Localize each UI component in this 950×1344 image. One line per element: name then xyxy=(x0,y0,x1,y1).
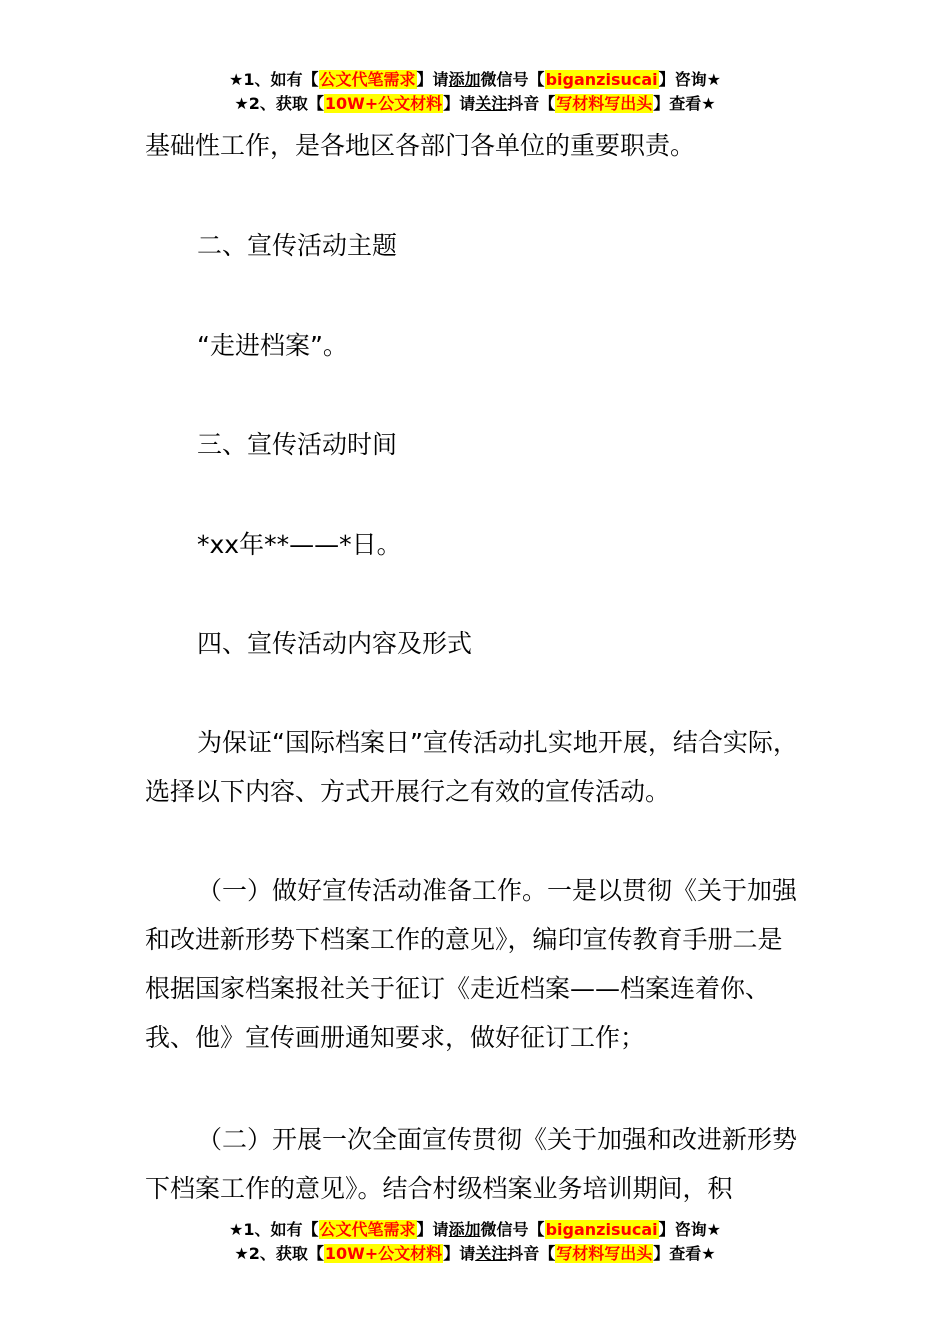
banner-text: ★2、获取【 xyxy=(234,1244,324,1263)
banner-highlight: 写材料写出头 xyxy=(556,1244,653,1263)
banner-underlined-text: 关注 xyxy=(475,94,508,113)
banner-text: 抖音【 xyxy=(507,1244,556,1263)
banner-highlight: 公文代笔需求 xyxy=(319,70,416,89)
banner-line-1 xyxy=(0,1218,950,1242)
banner-underlined-text: 添加 xyxy=(448,70,481,89)
banner-text: 】请 xyxy=(416,70,449,89)
banner-text: 】咨询★ xyxy=(658,1220,721,1239)
banner-highlight: 10W+公文材料 xyxy=(324,94,443,113)
section-heading: 三、宣传活动时间 xyxy=(197,430,398,459)
banner-line-2 xyxy=(0,1242,950,1266)
body-paragraph: 基础性工作，是各地区各部门各单位的重要职责。 xyxy=(145,131,696,160)
banner-highlight: biganzisucai xyxy=(545,70,658,89)
banner-text: ★1、如有【 xyxy=(229,1220,319,1239)
banner-text: ★2、获取【 xyxy=(234,94,324,113)
banner-text: 】请 xyxy=(416,1220,449,1239)
body-paragraph: *xx年**——*日。 xyxy=(197,530,402,559)
banner-line-1 xyxy=(0,68,950,92)
banner-highlight: 公文代笔需求 xyxy=(319,1220,416,1239)
section-heading: 四、宣传活动内容及形式 xyxy=(197,629,473,658)
body-paragraph: （二）开展一次全面宣传贯彻《关于加强和改进新形势下档案工作的意见》。结合村级档案业务培训期间，积 xyxy=(145,1125,798,1203)
banner-text: 抖音【 xyxy=(507,94,556,113)
banner-highlight: 10W+公文材料 xyxy=(324,1244,443,1263)
banner-text: 】咨询★ xyxy=(658,70,721,89)
banner-underlined-text: 添加 xyxy=(448,1220,481,1239)
body-paragraph: （一）做好宣传活动准备工作。一是以贯彻《关于加强和改进新形势下档案工作的意见》，编印宣传教育手册二是根据国家档案报社关于征订《走近档案——档案连着你、我、他》宣传画册通知要求，做好征订工作； xyxy=(145,876,798,1052)
banner-text: 】查看★ xyxy=(653,1244,716,1263)
banner-line-2 xyxy=(0,92,950,116)
banner-highlight: biganzisucai xyxy=(545,1220,658,1239)
banner-text: 微信号【 xyxy=(480,1220,545,1239)
bottom-banner xyxy=(0,1218,950,1266)
section-heading: 二、宣传活动主题 xyxy=(197,231,398,260)
banner-text: 】请 xyxy=(443,1244,476,1263)
banner-text: 】请 xyxy=(443,94,476,113)
banner-text: ★1、如有【 xyxy=(229,70,319,89)
banner-text: 微信号【 xyxy=(480,70,545,89)
body-paragraph: “走进档案”。 xyxy=(197,331,348,360)
banner-highlight: 写材料写出头 xyxy=(556,94,653,113)
top-banner xyxy=(0,68,950,116)
body-paragraph: 为保证“国际档案日”宣传活动扎实地开展，结合实际，选择以下内容、方式开展行之有效的宣传活动。 xyxy=(145,728,798,806)
banner-underlined-text: 关注 xyxy=(475,1244,508,1263)
banner-text: 】查看★ xyxy=(653,94,716,113)
